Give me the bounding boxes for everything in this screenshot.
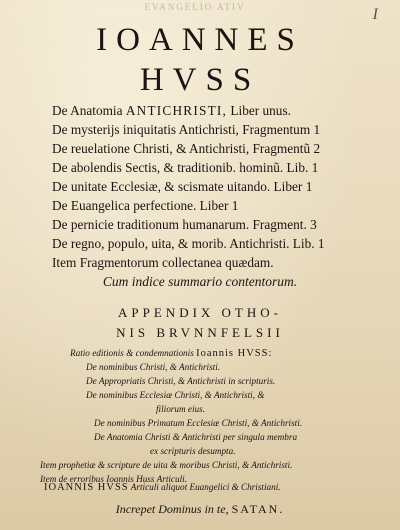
work-count: 1 <box>231 198 239 213</box>
work-type: Liber unus. <box>227 103 291 118</box>
contents-text: De Appropriatis Christi, & Antichristi in scripturis. <box>86 376 276 386</box>
index-note: Cum indice summario contentorum. <box>102 274 298 289</box>
work-count: 3 <box>310 217 317 232</box>
work-title: De abolendis Sectis, & traditionib. hominũ. Lib. <box>52 160 312 175</box>
contents-line <box>86 376 275 386</box>
work-count: 1 <box>317 236 325 251</box>
work-line <box>52 122 320 138</box>
work-count: 1 <box>311 160 319 175</box>
work-title: De regno, populo, uita, & morib. Antichristi. Lib. <box>52 236 318 251</box>
appendix-heading-line-1: APPENDIX OTHO- <box>118 305 282 320</box>
contents-line <box>86 390 264 400</box>
contents-line <box>94 432 297 442</box>
work-title: De pernicie traditionum humanarum. Fragment. <box>52 217 311 232</box>
work-title: De unitate Ecclesiæ, & scismate uitando. Liber <box>52 179 306 194</box>
contents-text: De Anatomia Christi & Antichristi per singula membra <box>94 432 298 442</box>
contents-text: Ratio editionis & condemnationis <box>70 348 197 358</box>
work-title: De Euangelica perfectione. Liber <box>52 198 232 213</box>
work-line <box>52 217 317 233</box>
work-line <box>52 103 291 119</box>
author-name-line-1: IOANNES <box>96 22 304 58</box>
contents-line <box>70 348 272 359</box>
contents-text: filiorum eius. <box>156 404 206 414</box>
work-title: De mysterijs iniquitatis Antichristi, Fragmentum <box>52 122 314 137</box>
work-title-caps: ANTICHRISTI, <box>125 103 228 118</box>
work-line <box>52 179 312 195</box>
work-line <box>52 198 238 214</box>
work-count: 2 <box>313 141 321 156</box>
contents-text: ex scripturis desumpta. <box>150 446 236 456</box>
contents-text: Articuli aliquot Euangelici & Christiani. <box>128 482 281 492</box>
closing-text-caps: SATAN. <box>231 502 285 516</box>
appendix-heading-line-2: NIS BRVNNFELSII <box>116 325 284 340</box>
contents-text-caps: IOANNIS HVSS <box>44 482 129 493</box>
work-line <box>52 255 274 271</box>
contents-line <box>40 460 292 470</box>
closing-text: Increpet Dominus in te, <box>115 502 232 516</box>
work-line <box>52 141 320 157</box>
contents-line <box>156 404 205 414</box>
contents-text-caps: Ioannis HVSS: <box>196 348 273 359</box>
closing-motto <box>0 502 400 517</box>
bleed-through-text: EVANGELIO ATIV <box>144 2 246 12</box>
work-line <box>52 236 325 252</box>
contents-text: Item de erroribus Ioannis Huss Articuli. <box>40 474 187 484</box>
work-count: 1 <box>313 122 321 137</box>
contents-text: De nominibus Ecclesiæ Christi, & Antichristi, & <box>86 390 265 400</box>
author-name-line-2: HVSS <box>139 62 261 98</box>
work-line <box>52 160 318 176</box>
work-title: De Anatomia <box>52 103 126 118</box>
work-count: 1 <box>305 179 313 194</box>
contents-line <box>44 482 281 493</box>
work-title: De reuelatione Christi, & Antichristi, Fragmentũ <box>52 141 314 156</box>
work-title: Item Fragmentorum collectanea quædam. <box>52 255 274 270</box>
contents-line <box>150 446 236 456</box>
contents-text: Item prophetiæ & scripture de uita & moribus Christi, & Antichristi. <box>40 460 293 470</box>
folio-number: I <box>372 6 378 23</box>
contents-line <box>94 418 302 428</box>
contents-text: De nominibus Christi, & Antichristi. <box>86 362 221 372</box>
contents-text: De nominibus Primatum Ecclesiæ Christi, & Antichristi. <box>94 418 303 428</box>
contents-line <box>86 362 220 372</box>
